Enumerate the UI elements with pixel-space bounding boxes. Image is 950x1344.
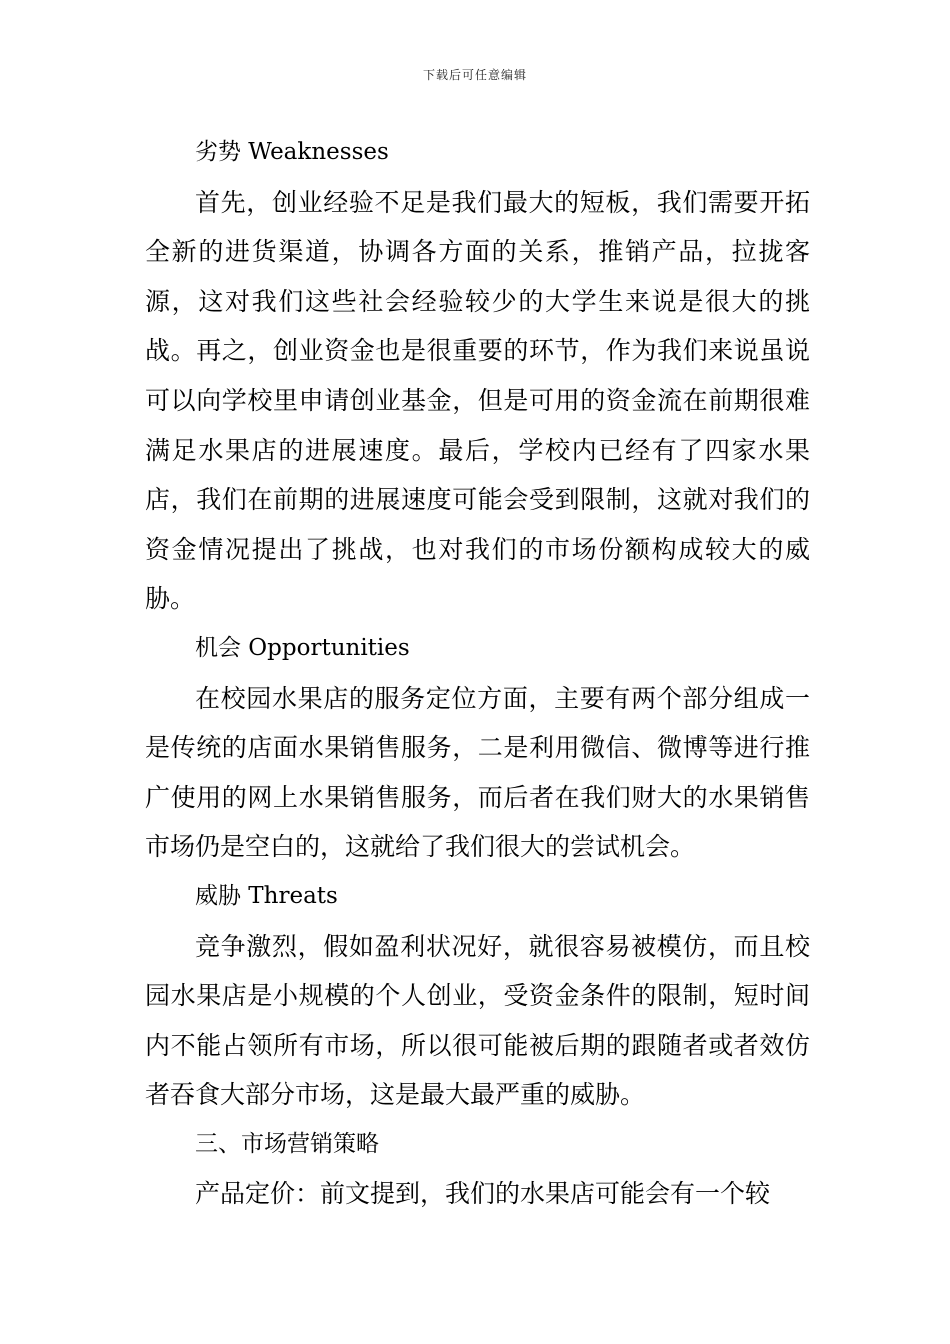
section-marketing-strategy [145, 1120, 810, 1219]
section-heading: 劣势 Weaknesses [195, 139, 389, 165]
section-heading: 三、市场营销策略 [195, 1130, 379, 1157]
section-paragraph: 首先，创业经验不足是我们最大的短板，我们需要开拓全新的进货渠道，协调各方面的关系，推销产品，拉拢客源，这对我们这些社会经验较少的大学生来说是很大的挑战。再之，创业资金也是很重要的环节，作为我们来说虽说可以向学校里申请创业基金，但是可用的资金流在前期很难满足水果店的进展速度。最后，学校内已经有了四家水果店，我们在前期的进展速度可能会受到限制，这就对我们的资金情况提出了挑战，也对我们的市场份额构成较大的威胁。 [145, 187, 810, 614]
section-weaknesses [145, 128, 810, 624]
section-opportunities [145, 624, 810, 872]
section-heading: 机会 Opportunities [195, 634, 410, 661]
section-paragraph: 产品定价：前文提到，我们的水果店可能会有一个较 [195, 1179, 771, 1209]
section-paragraph: 竞争激烈，假如盈利状况好，就很容易被模仿，而且校园水果店是小规模的个人创业，受资金条件的限制，短时间内不能占领所有市场，所以很可能被后期的跟随者或者效仿者吞食大部分市场，这是最大最严重的威胁。 [145, 931, 810, 1110]
page-header-note: 下载后可任意编辑 [422, 68, 527, 82]
section-paragraph: 在校园水果店的服务定位方面，主要有两个部分组成一是传统的店面水果销售服务，二是利用微信、微博等进行推广使用的网上水果销售服务，而后者在我们财大的水果销售市场仍是空白的，这就给了我们很大的尝试机会。 [145, 683, 810, 862]
section-threats [145, 872, 810, 1120]
section-heading: 威胁 Threats [195, 882, 338, 909]
document-body [145, 128, 810, 1219]
